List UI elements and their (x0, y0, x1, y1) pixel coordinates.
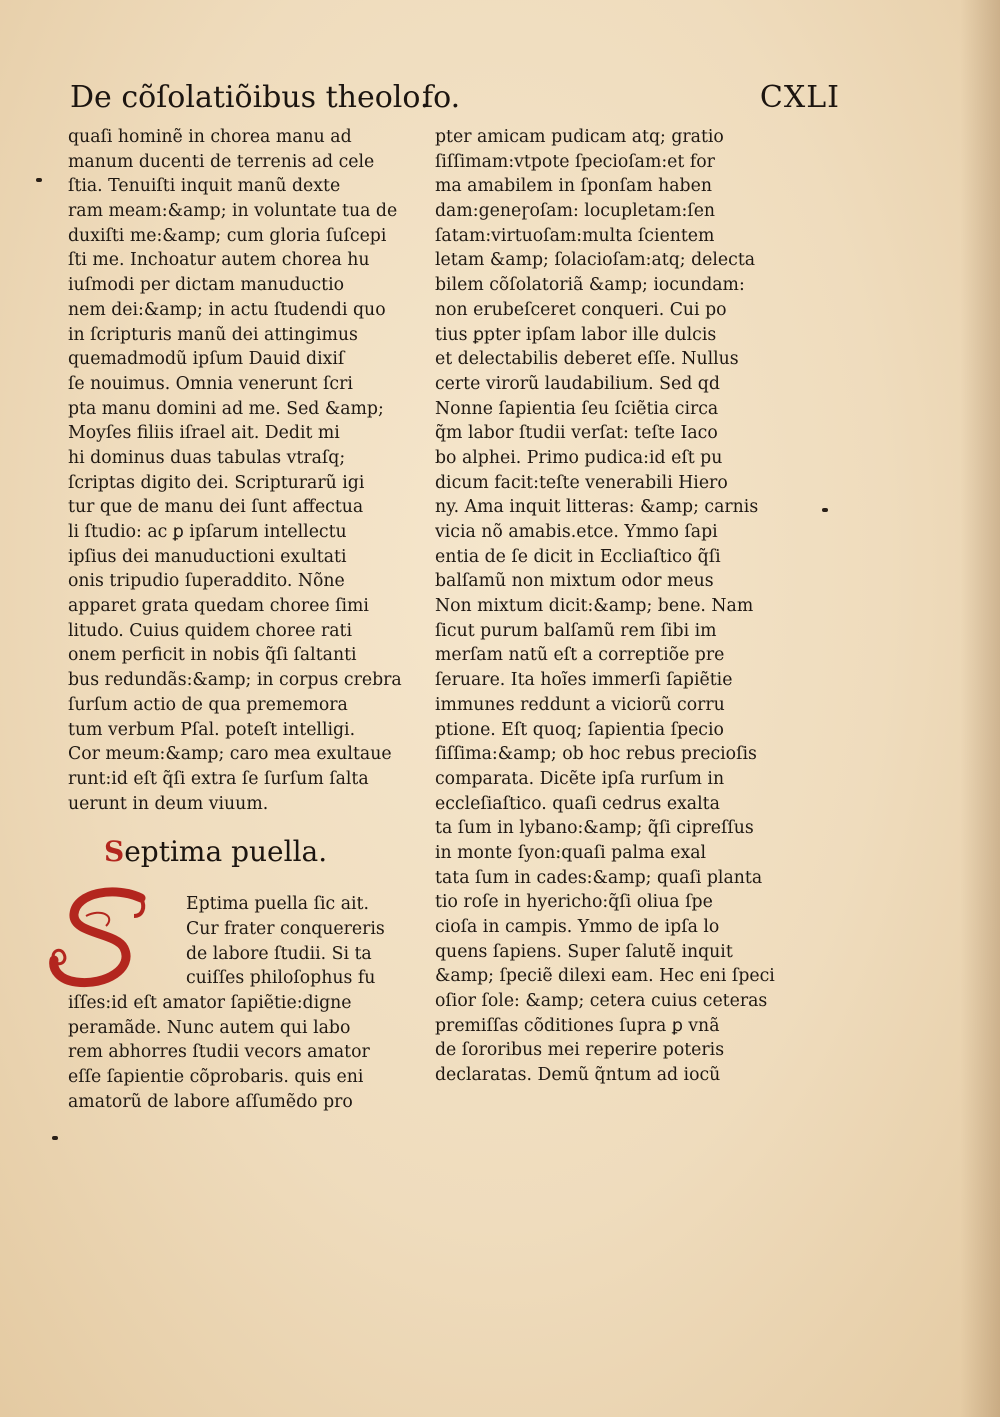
text-line: ptione. Eſt quoq; ſapientia ſpecio (435, 719, 724, 740)
text-line: iſſes:id eſt amator ſapiẽtie:digne (68, 993, 352, 1013)
text-line: nem dei:&amp; in actu ſtudendi quo (68, 299, 386, 320)
margin-speck (822, 508, 828, 512)
section-rubric (68, 830, 468, 882)
text-line: bo alphei. Primo pudica:id eſt pu (435, 447, 723, 468)
text-line: cuiſſes philoſophus fu (186, 968, 376, 989)
left-column (46, 125, 468, 1114)
text-line: oſior ſole: &amp; cetera cuius ceteras (435, 991, 768, 1012)
text-line: amatorũ de labore aſſumẽdo pro (68, 1091, 353, 1112)
text-line: iuſmodi per dictam manuductio (68, 275, 345, 296)
text-line: Moyſes filiis iſrael ait. Dedit mi (68, 423, 340, 444)
text-line: tum verbum Pſal. poteſt intelligi. (68, 719, 356, 740)
text-line: ſatam:virtuoſam:multa ſcientem (435, 225, 715, 246)
text-line: cioſa in campis. Ymmo de ipſa lo (435, 917, 720, 937)
text-line: quemadmodũ ipſum Dauid dixiſ (68, 349, 345, 370)
text-line: ſurſum actio de qua prememora (68, 694, 348, 715)
text-line: litudo. Cuius quidem choree rati (68, 620, 352, 641)
text-line: entia de ſe dicit in Eccliaſtico q̃ſi (435, 546, 721, 567)
text-line: li ſtudio: ac ꝑ ipſarum intellectu (68, 522, 347, 542)
page-edge-shadow (960, 0, 1000, 1417)
text-line: declaratas. Demũ q̃ntum ad iocũ (435, 1065, 721, 1086)
rubric-text: eptima puella. (124, 835, 328, 869)
text-line: eccleſiaſtico. quaſi cedrus exalta (435, 793, 720, 814)
text-line: hi dominus duas tabulas vtraſq; (68, 447, 346, 468)
text-line: bilem cõſolatoriã &amp; iocundam: (435, 275, 745, 296)
text-line: Eptima puella ſic ait. (186, 894, 369, 915)
text-line: de labore ſtudii. Si ta (186, 943, 372, 964)
text-line: Nonne ſapientia ſeu ſciẽtia circa (435, 398, 719, 419)
text-line: pter amicam pudicam atq; gratio (435, 127, 724, 147)
text-line: ſiſſimam:vtpote ſpecioſam:et for (435, 151, 715, 172)
text-line: dicum facit:teſte venerabili Hiero (435, 472, 728, 493)
text-line: apparet grata quedam choree ſimi (68, 596, 369, 617)
text-line: letam &amp; ſolacioſam:atq; delecta (435, 250, 756, 271)
text-line: eſſe ſapientie cõprobaris. quis eni (68, 1067, 364, 1088)
text-line: immunes reddunt a viciorũ corru (435, 694, 725, 715)
running-header (70, 80, 950, 128)
text-line: ſiſſima:&amp; ob hoc rebus precioſis (435, 744, 757, 765)
left-column-text-bottom (68, 991, 468, 1114)
text-line: vicia nõ amabis.etce. Ymmo ſapi (435, 522, 718, 542)
text-line: comparata. Dicẽte ipſa rurſum in (435, 768, 725, 789)
text-line: onem perficit in nobis q̃ſi ſaltanti (68, 645, 357, 666)
text-line: non erubeſceret conqueri. Cui po (435, 299, 727, 320)
text-line: Cur frater conquereris (186, 918, 385, 939)
text-line: merſam natũ eſt a correptiõe pre (435, 645, 725, 666)
rubric-capital: S (104, 835, 125, 869)
text-line: tio roſe in hyericho:q̃ſi oliua ſpe (435, 892, 713, 913)
text-line: duxiſti me:&amp; cum gloria ſuſcepi (68, 225, 387, 246)
text-line: runt:id eſt q̃ſi extra ſe ſurſum ſalta (68, 768, 369, 789)
text-line: manum ducenti de terrenis ad cele (68, 151, 375, 172)
text-line: ſicut purum balſamũ rem ſibi im (435, 620, 717, 641)
text-line: in ſcripturis manũ dei attingimus (68, 324, 358, 345)
text-line: peramãde. Nunc autem qui labo (68, 1017, 351, 1038)
text-line: ny. Ama inquit litteras: &amp; carnis (435, 497, 759, 518)
text-line: ſtia. Tenuiſti inquit manũ dexte (68, 176, 341, 197)
text-line: in monte ſyon:quaſi palma exal (435, 842, 707, 863)
text-line: tur que de manu dei ſunt affectua (68, 497, 364, 518)
text-line: ram meam:&amp; in voluntate tua de (68, 201, 398, 222)
decorated-initial-letter (46, 886, 166, 996)
text-line: rem abhorres ſtudii vecors amator (68, 1042, 370, 1063)
text-line: ſeruare. Ita hoĩes immerſi ſapiẽtie (435, 670, 733, 691)
header-folio-label: fo. (422, 80, 461, 115)
text-line: certe virorũ laudabilium. Sed qd (435, 373, 720, 394)
margin-speck (52, 1136, 58, 1140)
text-line: tata ſum in cades:&amp; quaſi planta (435, 867, 763, 888)
text-line: onis tripudio ſuperaddito. Nõne (68, 571, 345, 592)
text-line: ta ſum in lybano:&amp; q̃ſi cipreſſus (435, 818, 754, 839)
header-title: De cõſolatiõibus theolo. (70, 80, 430, 115)
text-line: Non mixtum dicit:&amp; bene. Nam (435, 596, 754, 617)
text-line: Cor meum:&amp; caro mea exultaue (68, 744, 392, 765)
text-line: pta manu domini ad me. Sed &amp; (68, 398, 384, 419)
text-line: &amp; ſpeciẽ dilexi eam. Hec eni ſpeci (435, 966, 775, 987)
left-column-text-top (68, 125, 468, 816)
text-line: dam:geneɼoſam: locupletam:ſen (435, 201, 716, 222)
header-folio-number: CXLI (759, 80, 840, 115)
text-line: quens ſapiens. Super ſalutẽ inquit (435, 941, 733, 962)
right-column-text (435, 125, 835, 1088)
text-line: uerunt in deum viuum. (68, 793, 269, 814)
initial-paragraph (46, 886, 468, 991)
text-line: q̃m labor ſtudii verſat: teſte Iaco (435, 423, 718, 444)
text-line: balſamũ non mixtum odor meus (435, 571, 714, 592)
text-line: bus redundãs:&amp; in corpus crebra (68, 670, 402, 691)
margin-speck (36, 178, 42, 182)
right-column (435, 125, 835, 1088)
text-line: quaſi hominẽ in chorea manu ad (68, 127, 352, 147)
text-line: de ſororibus mei reperire poteris (435, 1040, 725, 1061)
text-line: ſcriptas digito dei. Scripturarũ igi (68, 472, 365, 493)
text-line: ma amabilem in ſponſam haben (435, 176, 712, 197)
text-line: ſe nouimus. Omnia venerunt ſcri (68, 373, 353, 394)
text-line: et delectabilis deberet eſſe. Nullus (435, 349, 739, 370)
initial-letter-glyph: S (46, 886, 47, 888)
text-line: ſti me. Inchoatur autem chorea hu (68, 250, 370, 271)
text-line: premiſſas cõditiones ſupra ꝑ vnã (435, 1015, 720, 1036)
text-line: ipſius dei manuductioni exultati (68, 546, 347, 567)
text-line: tius ꝑpter ipſam labor ille dulcis (435, 324, 717, 345)
